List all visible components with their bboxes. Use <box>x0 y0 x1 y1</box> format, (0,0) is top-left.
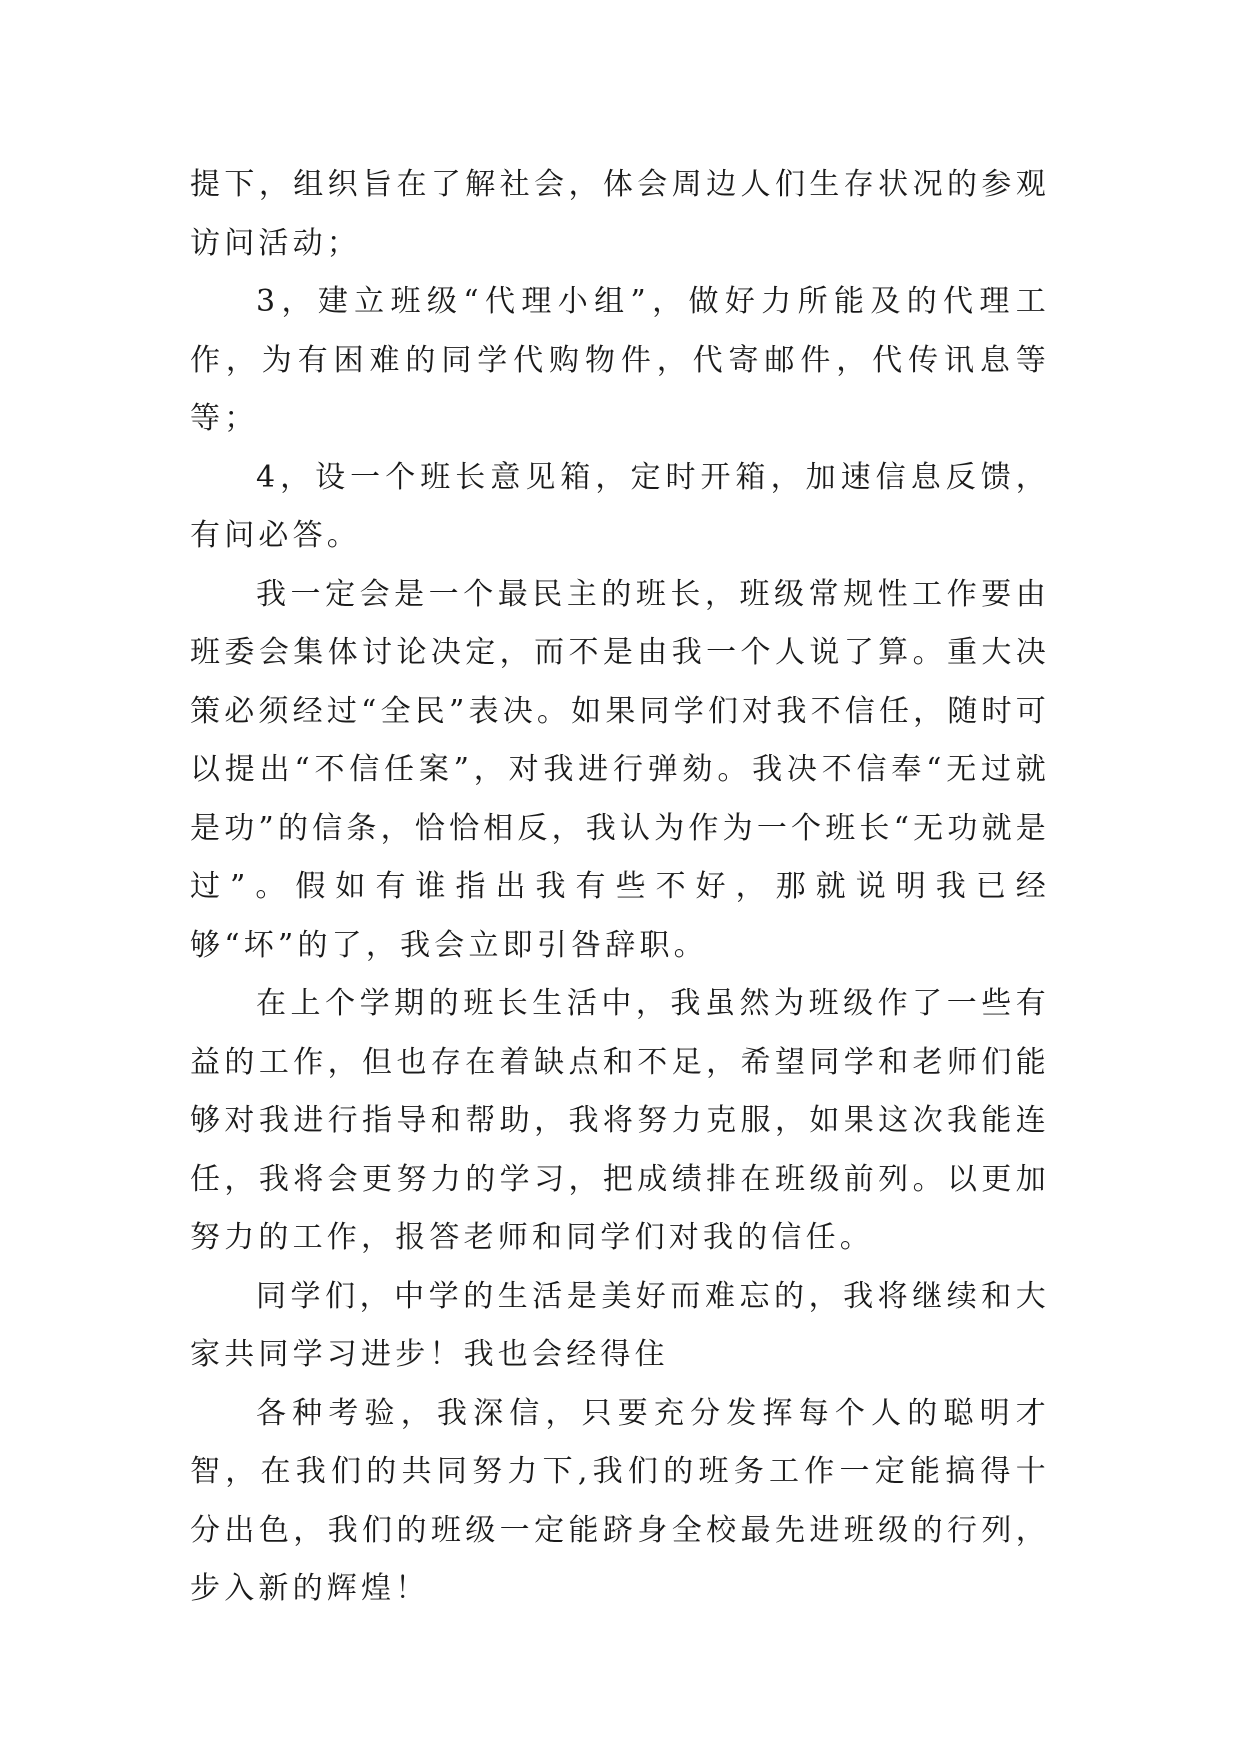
paragraph-2: 3，建立班级“代理小组”，做好力所能及的代理工作，为有困难的同学代购物件，代寄邮件，代传讯息等等； <box>190 284 1050 436</box>
document-body <box>190 156 1050 1619</box>
paragraph-5: 在上个学期的班长生活中，我虽然为班级作了一些有益的工作，但也存在着缺点和不足，希望同学和老师们能够对我进行指导和帮助，我将努力克服，如果这次我能连任，我将会更努力的学习，把成绩排在班级前列。以更加努力的工作，报答老师和同学们对我的信任。 <box>190 986 1050 1255</box>
paragraph-7: 各种考验，我深信，只要充分发挥每个人的聪明才智，在我们的共同努力下,我们的班务工作一定能搞得十分出色，我们的班级一定能跻身全校最先进班级的行列，步入新的辉煌！ <box>190 1395 1050 1606</box>
paragraph-3: 4，设一个班长意见箱，定时开箱，加速信息反馈，有问必答。 <box>190 459 1050 553</box>
paragraph-4: 我一定会是一个最民主的班长，班级常规性工作要由班委会集体讨论决定，而不是由我一个人说了算。重大决策必须经过“全民”表决。如果同学们对我不信任，随时可以提出“不信任案”，对我进行弹劾。我决不信奉“无过就是功”的信条，恰恰相反，我认为作为一个班长“无功就是过”。假如有谁指出我有些不好，那就说明我已经够“坏”的了，我会立即引咎辞职。 <box>190 576 1050 963</box>
paragraph-6: 同学们，中学的生活是美好而难忘的，我将继续和大家共同学习进步！我也会经得住 <box>190 1278 1050 1372</box>
paragraph-1: 提下，组织旨在了解社会，体会周边人们生存状况的参观访问活动； <box>190 167 1050 261</box>
